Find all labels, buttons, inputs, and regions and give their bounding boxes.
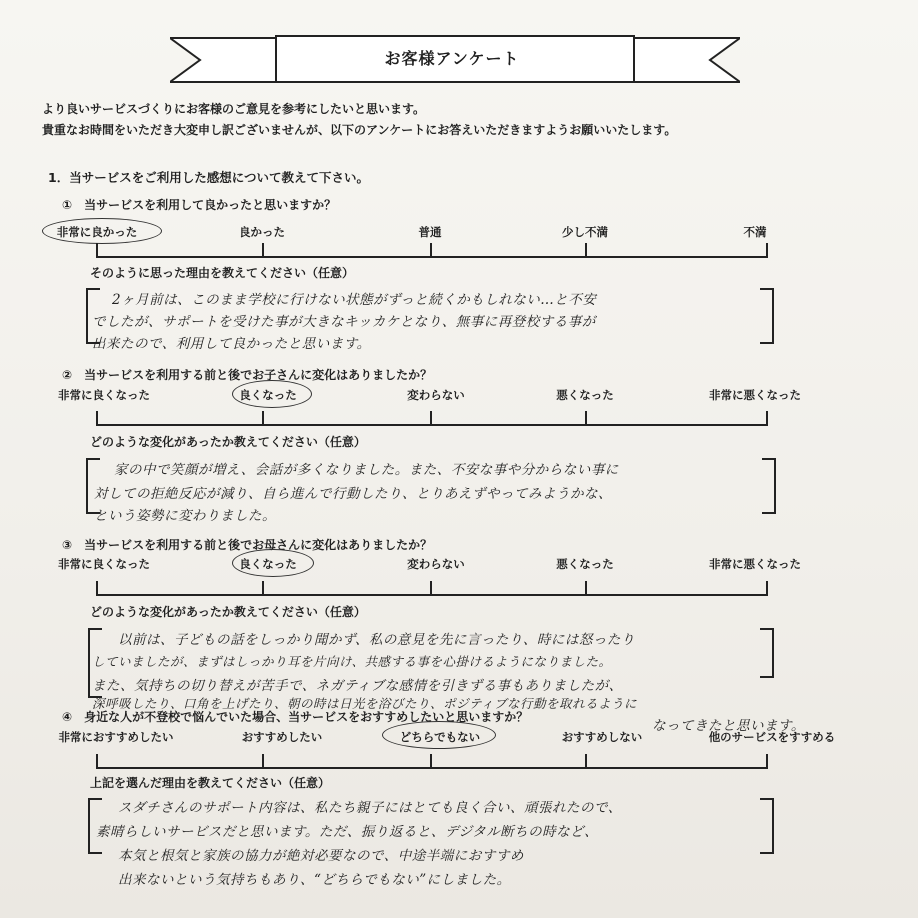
q3-tick xyxy=(262,581,264,595)
q1-option-2[interactable]: 良かった xyxy=(239,225,285,239)
q3-option-3[interactable]: 変わらない xyxy=(407,557,465,571)
q3-tick xyxy=(430,581,432,595)
q1-option-3[interactable]: 普通 xyxy=(418,225,442,239)
q4-tick xyxy=(96,754,98,768)
q4-tick xyxy=(585,754,587,768)
q3-answer-line-4: 深呼吸したり、口角を上げたり、朝の時は日光を浴びたり、ポジティブな行動を取れるように xyxy=(92,696,638,711)
q2-tick xyxy=(585,411,587,425)
q1-tick xyxy=(430,243,432,257)
q2-bracket-right xyxy=(762,458,776,514)
q2-scale xyxy=(96,424,768,426)
question-4: ④ 身近な人が不登校で悩んでいた場合、当サービスをおすすめしたいと思いますか？ xyxy=(62,710,529,724)
q4-answer-line-1: スダチさんのサポート内容は、私たち親子にはとても良く合い、頑張れたので、 xyxy=(118,800,622,816)
q4-option-2[interactable]: おすすめしたい xyxy=(241,730,323,744)
q2-option-5[interactable]: 非常に悪くなった xyxy=(709,388,801,402)
q3-option-2[interactable]: 良くなった xyxy=(239,557,297,571)
q1-answer-line-1: 2ヶ月前は、このまま学校に行けない状態がずっと続くかもしれない…と不安 xyxy=(112,292,597,308)
q2-selection-circle xyxy=(232,380,312,408)
q2-tick xyxy=(430,411,432,425)
question-2: ② 当サービスを利用する前と後でお子さんに変化はありましたか？ xyxy=(62,368,433,382)
q3-tick xyxy=(96,581,98,595)
q1-bracket-right xyxy=(760,288,774,344)
q1-tick xyxy=(766,243,768,257)
q1-option-4[interactable]: 少し不満 xyxy=(562,225,608,239)
q4-answer-line-3: 本気と根気と家族の協力が絶対必要なので、中途半端におすすめ xyxy=(118,848,524,864)
q2-option-2[interactable]: 良くなった xyxy=(239,388,297,402)
q1-tick xyxy=(262,243,264,257)
q4-bracket-right xyxy=(760,798,774,854)
q4-answer-line-4: 出来ないという気持ちもあり、“どちらでもない”にしました。 xyxy=(118,872,511,888)
q2-reason-label: どのような変化があったか教えてください（任意） xyxy=(90,435,366,449)
q4-reason-label: 上記を選んだ理由を教えてください（任意） xyxy=(90,776,331,790)
intro-line-2: 貴重なお時間をいただき大変申し訳ございませんが、以下のアンケートにお答えいただきますようお願いいたします。 xyxy=(42,123,677,137)
q1-tick xyxy=(96,243,98,257)
q1-scale xyxy=(96,256,768,258)
q2-option-4[interactable]: 悪くなった xyxy=(556,388,614,402)
q4-selection-circle xyxy=(382,721,496,749)
q3-reason-label: どのような変化があったか教えてください（任意） xyxy=(90,605,366,619)
q4-tick xyxy=(430,754,432,768)
q2-option-1[interactable]: 非常に良くなった xyxy=(58,388,150,402)
q3-option-4[interactable]: 悪くなった xyxy=(556,557,614,571)
q2-answer-line-3: という姿勢に変わりました。 xyxy=(94,508,276,524)
q1-tick xyxy=(585,243,587,257)
q3-scale xyxy=(96,594,768,596)
intro-line-1: より良いサービスづくりにお客様のご意見を参考にしたいと思います。 xyxy=(42,102,426,116)
q4-answer-line-2: 素晴らしいサービスだと思います。ただ、振り返ると、デジタル断ちの時など、 xyxy=(96,824,599,840)
q1-option-5[interactable]: 不満 xyxy=(743,225,767,239)
q3-bracket-right xyxy=(760,628,774,678)
q4-option-4[interactable]: おすすめしない xyxy=(561,730,643,744)
q4-tick xyxy=(262,754,264,768)
q4-option-3[interactable]: どちらでもない xyxy=(399,730,481,744)
q3-answer-line-2: していましたが、まずはしっかり耳を片向け、共感する事を心掛けるようになりました。 xyxy=(92,654,612,669)
q4-tick xyxy=(766,754,768,768)
q3-option-5[interactable]: 非常に悪くなった xyxy=(709,557,801,571)
q3-selection-circle xyxy=(232,549,314,577)
q1-reason-label: そのように思った理由を教えてください（任意） xyxy=(90,266,355,280)
q3-answer-line-5: なってきたと思います。 xyxy=(652,718,805,734)
q3-option-1[interactable]: 非常に良くなった xyxy=(58,557,150,571)
q3-answer-line-3: また、気持ちの切り替えが苦手で、ネガティブな感情を引きずる事もありましたが、 xyxy=(92,678,623,694)
survey-title: お客様アンケート xyxy=(384,48,520,68)
q3-tick xyxy=(585,581,587,595)
q4-option-5[interactable]: 他のサービスをすすめる xyxy=(708,730,836,744)
q2-answer-line-1: 家の中で笑顔が増え、会話が多くなりました。また、不安な事や分からない事に xyxy=(114,462,619,478)
q2-tick xyxy=(766,411,768,425)
q3-tick xyxy=(766,581,768,595)
section-heading: 1．当サービスをご利用した感想について教えて下さい。 xyxy=(48,170,369,185)
question-3: ③ 当サービスを利用する前と後でお母さんに変化はありましたか？ xyxy=(62,538,433,552)
q2-tick xyxy=(96,411,98,425)
q1-answer-line-3: 出来たので、利用して良かったと思います。 xyxy=(92,336,371,352)
q1-answer-line-2: でしたが、サポートを受けた事が大きなキッカケとなり、無事に再登校する事が xyxy=(92,314,596,330)
q4-scale xyxy=(96,767,768,769)
q1-option-1[interactable]: 非常に良かった xyxy=(56,225,138,239)
question-1: ① 当サービスを利用して良かったと思いますか？ xyxy=(62,198,337,212)
q1-selection-circle xyxy=(42,218,162,244)
q3-answer-line-1: 以前は、子どもの話をしっかり聞かず、私の意見を先に言ったり、時には怒ったり xyxy=(118,632,635,648)
q2-option-3[interactable]: 変わらない xyxy=(407,388,465,402)
q4-option-1[interactable]: 非常におすすめしたい xyxy=(58,730,174,744)
q2-answer-line-2: 対しての拒絶反応が減り、自ら進んで行動したり、とりあえずやってみようかな、 xyxy=(94,486,612,502)
q2-tick xyxy=(262,411,264,425)
